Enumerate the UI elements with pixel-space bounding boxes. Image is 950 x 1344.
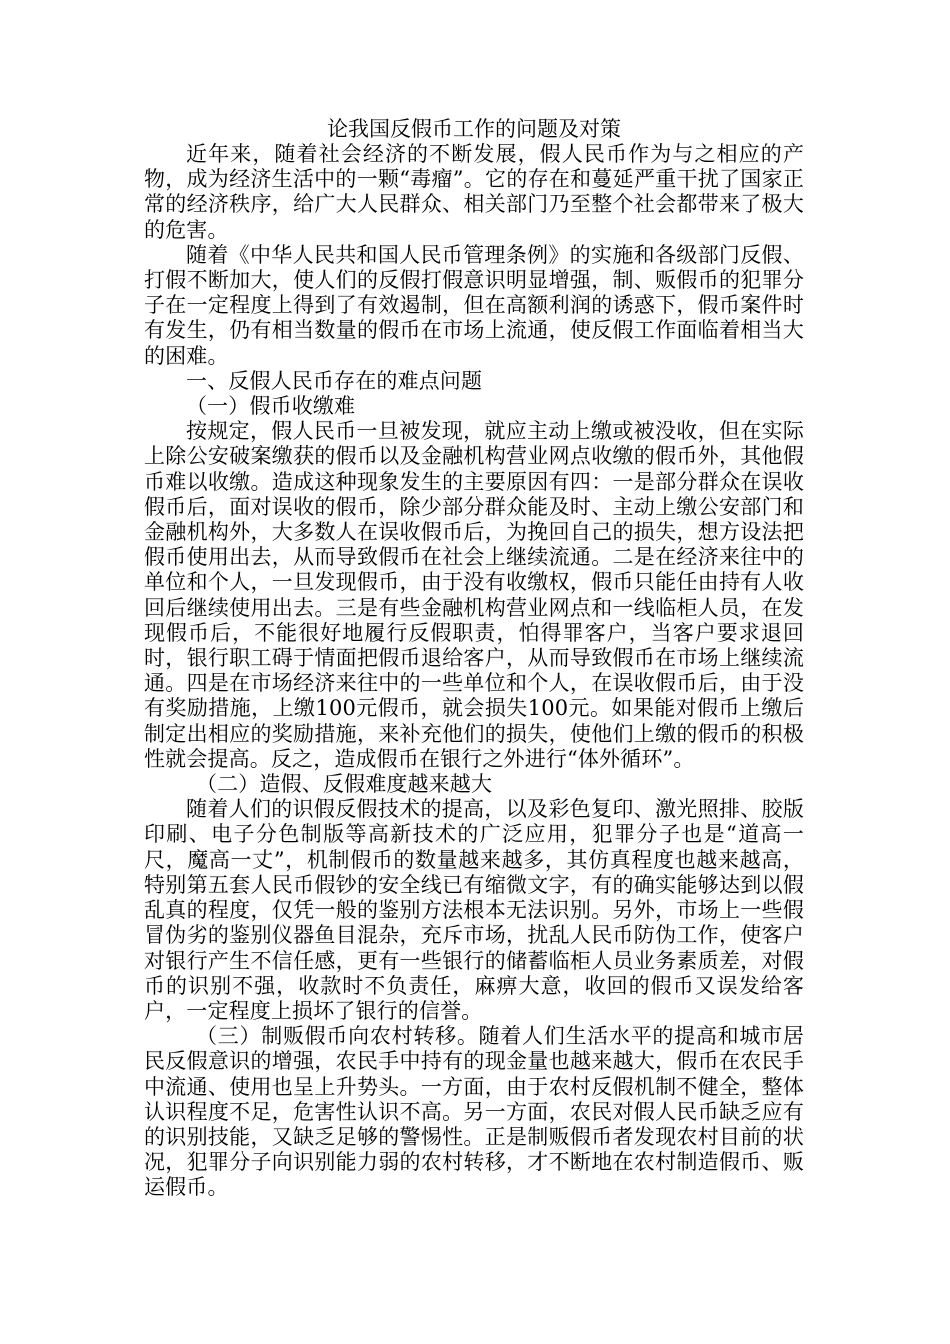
section-heading-1: 一、反假人民币存在的难点问题 — [186, 368, 483, 393]
paragraph-regulation: 随着《中华人民共和国人民币管理条例》的实施和各级部门反假、打假不断加大，使人们的反假打假意识明显增强，制、贩假币的犯罪分子在一定程度上得到了有效遏制，但在高额利润的诱惑下，假币案件时有发生，仍有相当数量的假币在市场上流通，使反假工作面临着相当大的困难。 — [144, 242, 804, 368]
paragraph-collection-difficulty: 按规定，假人民币一旦被发现，就应主动上缴或被没收，但在实际上除公安破案缴获的假币以及金融机构营业网点收缴的假币外，其他假币难以收缴。造成这种现象发生的主要原因有四：一是部分群众在误收假币后，面对误收的假币，除少部分群众能及时、主动上缴公安部门和金融机构外，大多数人在误收假币后，为挽回自己的损失，想方设法把假币使用出去，从而导致假币在社会上继续流通。二是在经济来往中的单位和个人，一旦发现假币，由于没有收缴权，假币只能任由持有人收回后继续使用出去。三是有些金融机构营业网点和一线临柜人员，在发现假币后，不能很好地履行反假职责，怕得罪客户，当客户要求退回时，银行职工碍于情面把假币退给客户，从而导致假币在市场上继续流通。四是在市场经济来往中的一些单位和个人，在误收假币后，由于没有奖励措施，上缴100元假币，就会损失100元。如果能对假币上缴后制定出相应的奖励措施，来补充他们的损失，使他们上缴的假币的积极性就会提高。反之，造成假币在银行之外进行“体外循环”。 — [144, 419, 804, 771]
document-page — [144, 117, 804, 1201]
paragraph-counterfeit-tech: 随着人们的识假反假技术的提高，以及彩色复印、激光照排、胶版印刷、电子分色制版等高新技术的广泛应用，犯罪分子也是“道高一尺，魔高一丈”，机制假币的数量越来越多，其仿真程度也越来越高，特别第五套人民币假钞的安全线已有缩微文字，有的确实能够达到以假乱真的程度，仅凭一般的鉴别方法根本无法识别。另外，市场上一些假冒伪劣的鉴别仪器鱼目混杂，充斥市场，扰乱人民币防伪工作，使客户对银行产生不信任感，更有一些银行的储蓄临柜人员业务素质差，对假币的识别不强，收款时不负责任，麻痹大意，收回的假币又误发给客户，一定程度上损坏了银行的信誉。 — [144, 797, 804, 1023]
subsection-heading-2: （二）造假、反假难度越来越大 — [196, 772, 493, 797]
subsection-heading-1: （一）假币收缴难 — [186, 394, 356, 419]
paragraph-rural-shift: （三）制贩假币向农村转移。随着人们生活水平的提高和城市居民反假意识的增强，农民手中持有的现金量也越来越大，假币在农民手中流通、使用也呈上升势头。一方面，由于农村反假机制不健全，整体认识程度不足，危害性认识不高。另一方面，农民对假人民币缺乏应有的识别技能，又缺乏足够的警惕性。正是制贩假币者发现农村目前的状况，犯罪分子向识别能力弱的农村转移，才不断地在农村制造假币、贩运假币。 — [144, 1024, 804, 1200]
paragraph-intro: 近年来，随着社会经济的不断发展，假人民币作为与之相应的产物，成为经济生活中的一颗“毒瘤”。它的存在和蔓延严重干扰了国家正常的经济秩序，给广大人民群众、相关部门乃至整个社会都带来了极大的危害。 — [144, 142, 804, 242]
document-title: 论我国反假币工作的问题及对策 — [327, 117, 621, 141]
